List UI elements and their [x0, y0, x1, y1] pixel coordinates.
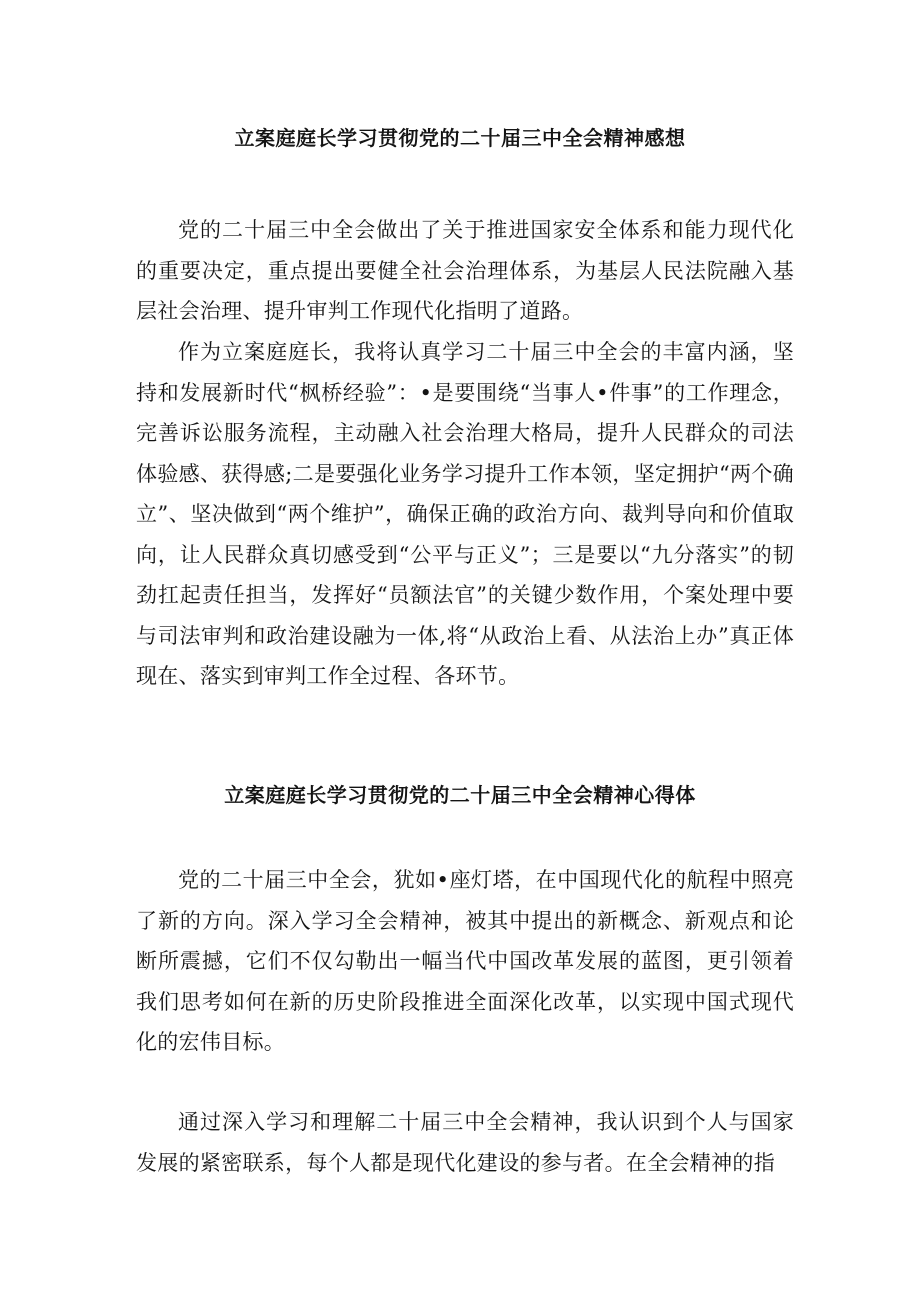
section-2-paragraph-1: 党的二十届三中全会，犹如•座灯塔，在中国现代化的航程中照亮了新的方向。深入学习全会精神，被其中提出的新概念、新观点和论断所震撼，它们不仅勾勒出一幅当代中国改革发展的蓝图，更引领着我们思考如何在新的历史阶段推进全面深化改革，以实现中国式现代化的宏伟目标。 [136, 868, 794, 1054]
section-1-paragraph-1: 党的二十届三中全会做出了关于推进国家安全体系和能力现代化的重要决定，重点提出要健全社会治理体系，为基层人民法院融入基层社会治理、提升审判工作现代化指明了道路。 [136, 218, 794, 323]
section-2-paragraph-2: 通过深入学习和理解二十届三中全会精神，我认识到个人与国家发展的紧密联系，每个人都是现代化建设的参与者。在全会精神的指 [136, 1110, 794, 1175]
section-2-title: 立案庭庭长学习贯彻党的二十届三中全会精神心得体 [224, 783, 696, 807]
section-1-paragraph-2: 作为立案庭庭长，我将认真学习二十届三中全会的丰富内涵，坚持和发展新时代“枫桥经验”：•是要围绕“当事人•件事”的工作理念，完善诉讼服务流程，主动融入社会治理大格局，提升人民群众的司法体验感、获得感;二是要强化业务学习提升工作本领，坚定拥护“两个确立”、坚决做到“两个维护”，确保正确的政治方向、裁判导向和价值取向，让人民群众真切感受到“公平与正义”；三是要以“九分落实”的韧劲扛起责任担当，发挥好“员额法官”的关键少数作用，个案处理中要与司法审判和政治建设融为一体,将“从政治上看、从法治上办”真正体现在、落实到审判工作全过程、各环节。 [136, 340, 794, 688]
section-1-title: 立案庭庭长学习贯彻党的二十届三中全会精神感想 [234, 126, 686, 150]
